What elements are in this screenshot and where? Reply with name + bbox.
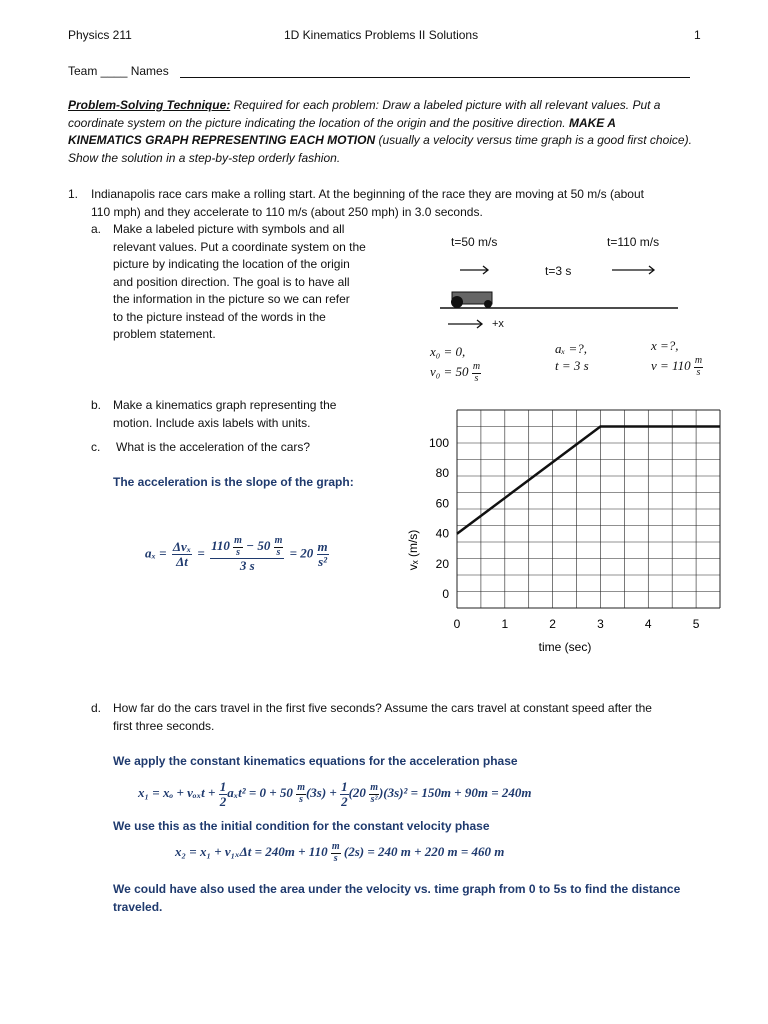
- unit-den: s: [474, 372, 479, 384]
- technique-bold-1: MAKE A: [568, 115, 616, 130]
- part-d-answer-1: We apply the constant kinematics equations for the acceleration phase: [113, 754, 518, 768]
- unit-fraction: [331, 842, 341, 864]
- part-d-label: d.: [91, 701, 102, 715]
- x-tick-label: 0: [453, 617, 461, 631]
- velocity-time-chart: [400, 405, 730, 665]
- accel-lhs: aₓ =: [145, 545, 167, 561]
- unit-num: m: [274, 535, 283, 546]
- delta-fraction: [172, 540, 192, 568]
- unit-den: s²: [370, 793, 378, 805]
- half-fraction: [340, 780, 349, 808]
- unit-num: m: [297, 782, 305, 794]
- unit-num: m: [370, 782, 378, 794]
- delta-t: Δt: [176, 553, 188, 569]
- problem-statement: [91, 186, 711, 221]
- race-car-picture: [440, 258, 690, 338]
- part-d-answer-2: We use this as the initial condition for the constant velocity phase: [113, 819, 490, 833]
- accel-result: = 20: [289, 545, 314, 561]
- technique-text-2: coordinate system on the picture indicating the location of the origin and the positive direction.: [68, 115, 569, 130]
- eq1-mid2: (3s) +: [305, 785, 337, 801]
- time-denominator: 3 s: [239, 558, 255, 573]
- part-d-line: How far do the cars travel in the first five seconds? Assume the cars travel at constant speed after the: [113, 701, 652, 715]
- course-name: Physics 211: [68, 28, 132, 42]
- unit-fraction: [472, 362, 481, 384]
- team-label: Team ____ Names: [68, 64, 169, 78]
- part-a-text: [113, 221, 403, 344]
- answer-3-line: We could have also used the area under the velocity vs. time graph from 0 to 5s to find the distance: [113, 882, 681, 896]
- part-b-line: motion. Include axis labels with units.: [113, 415, 311, 430]
- picture-values-final: [651, 336, 703, 378]
- unit-fraction: [369, 783, 379, 805]
- answer-3-line: traveled.: [113, 899, 163, 914]
- unit-den: s: [696, 366, 701, 378]
- picture-axis-label: +x: [492, 318, 504, 330]
- chart-ticks: [429, 436, 700, 631]
- values-numerator: [210, 536, 284, 559]
- chart-ylabel: vₓ (m/s): [406, 529, 420, 571]
- x-tick-label: 3: [597, 617, 604, 631]
- page-title: 1D Kinematics Problems II Solutions: [284, 28, 479, 42]
- y-tick-label: 0: [442, 587, 449, 601]
- chart-grid: [457, 410, 720, 608]
- part-d-answer-3: [113, 881, 713, 916]
- half-num: 1: [341, 779, 348, 794]
- v-initial: 50: [257, 537, 271, 553]
- eq1-mid: aₓt² = 0 + 50: [227, 785, 293, 801]
- unit-fraction: [274, 536, 284, 558]
- picture-time: t=3 s: [545, 264, 572, 278]
- x-tick-label: 5: [692, 617, 700, 631]
- part-a-label: a.: [91, 222, 102, 236]
- initial-velocity-value: v₀ = 50: [430, 364, 469, 379]
- acceleration-unknown: aₓ =?,: [555, 341, 587, 356]
- eq2-end: (2s) = 240 m + 220 m = 460 m: [343, 843, 505, 859]
- technique-bold-2: KINEMATICS GRAPH REPRESENTING EACH MOTION: [68, 133, 376, 147]
- unit-num: m: [234, 535, 242, 546]
- final-position-unknown: x =?,: [651, 338, 679, 353]
- picture-final-velocity: t=110 m/s: [607, 235, 660, 249]
- unit-den: s: [333, 852, 338, 864]
- picture-values-initial: [430, 342, 481, 384]
- unit-fraction: [296, 783, 306, 805]
- technique-text-4: Show the solution in a step-by-step orderly fashion.: [68, 150, 341, 165]
- part-c-question: What is the acceleration of the cars?: [116, 440, 311, 454]
- final-velocity-value: v = 110: [651, 358, 691, 373]
- part-a-line: relevant values. Put a coordinate system on the: [113, 239, 366, 254]
- unit-num: m: [472, 361, 481, 373]
- x-tick-label: 1: [501, 617, 509, 631]
- problem-number: 1.: [68, 187, 79, 201]
- equals-sign: =: [197, 545, 205, 561]
- minus-sign: −: [242, 537, 258, 553]
- y-tick-label: 40: [435, 526, 449, 541]
- picture-initial-velocity: t=50 m/s: [451, 235, 498, 249]
- unit-den: s: [299, 793, 304, 805]
- time-value: t = 3 s: [555, 358, 589, 373]
- part-d-question: [113, 700, 713, 735]
- part-a-line: the information in the picture so we can refer: [113, 292, 350, 306]
- position-equation-1: [138, 780, 531, 808]
- half-den: 2: [219, 793, 227, 809]
- part-b-line: Make a kinematics graph representing the: [113, 398, 337, 412]
- x-tick-label: 4: [644, 617, 652, 631]
- eq1-end: )(3s)² = 150m + 90m = 240m: [378, 785, 532, 801]
- names-underline: [180, 77, 690, 78]
- unit-num: m: [331, 841, 340, 852]
- problem-line-1: Indianapolis race cars make a rolling start. At the beginning of the race they are moving at 50 m/s (about: [91, 187, 644, 201]
- half-num: 1: [219, 779, 227, 794]
- unit-fraction: [694, 356, 703, 378]
- part-a-line: problem statement.: [113, 327, 216, 341]
- part-b-label: b.: [91, 398, 102, 412]
- y-tick-label: 80: [435, 466, 449, 481]
- y-tick-label: 60: [435, 496, 449, 511]
- technique-text-3: (usually a velocity versus time graph is a good first choice).: [375, 133, 692, 147]
- part-a-line: to the picture instead of the words in the: [113, 309, 326, 324]
- car-icon: [451, 292, 492, 308]
- half-fraction: [219, 780, 228, 808]
- initial-position: x₀ = 0,: [430, 344, 466, 359]
- eq2-left: x₂ = x₁ + v₁ₓΔt = 240m + 110: [175, 843, 328, 859]
- half-den: 2: [341, 793, 348, 809]
- unit-den: s²: [318, 553, 328, 569]
- delta-v: Δvₓ: [172, 539, 192, 555]
- y-tick-label: 100: [428, 436, 449, 450]
- part-c-answer: The acceleration is the slope of the graph:: [113, 475, 354, 489]
- part-a-line: Make a labeled picture with symbols and all: [113, 222, 345, 236]
- technique-text-1: Required for each problem: Draw a labeled picture with all relevant values. Put a: [230, 98, 661, 112]
- v-final: 110: [211, 537, 230, 553]
- chart-xlabel: time (sec): [538, 640, 592, 654]
- velocity-series-line: [457, 427, 720, 534]
- result-unit-fraction: [317, 540, 329, 568]
- acceleration-equation: [145, 536, 329, 573]
- technique-paragraph: [68, 97, 708, 167]
- part-d-line: first three seconds.: [113, 718, 215, 733]
- eq1-left: x₁ = xₒ + vₒₓt +: [138, 785, 216, 801]
- part-a-line: picture by indicating the location of the origin: [113, 257, 350, 271]
- technique-label: Problem-Solving Technique:: [68, 98, 231, 112]
- unit-den: s: [276, 546, 281, 558]
- part-b-text: [113, 397, 403, 432]
- y-tick-label: 20: [435, 556, 449, 571]
- picture-values-middle: [555, 340, 589, 374]
- position-equation-2: [175, 842, 504, 864]
- eq1-mid3: (20: [348, 785, 366, 801]
- x-tick-label: 2: [549, 617, 556, 631]
- part-a-line: and position direction. The goal is to have all: [113, 274, 350, 289]
- part-c-label: c.: [91, 440, 101, 454]
- unit-den: s: [236, 546, 240, 558]
- page-number: 1: [694, 28, 701, 42]
- problem-line-2: 110 mph) and they accelerate to 110 m/s (about 250 mph) in 3.0 seconds.: [91, 204, 483, 219]
- values-fraction: [210, 536, 284, 573]
- unit-num: m: [694, 355, 703, 367]
- unit-fraction: [233, 536, 243, 558]
- unit-num: m: [317, 539, 328, 555]
